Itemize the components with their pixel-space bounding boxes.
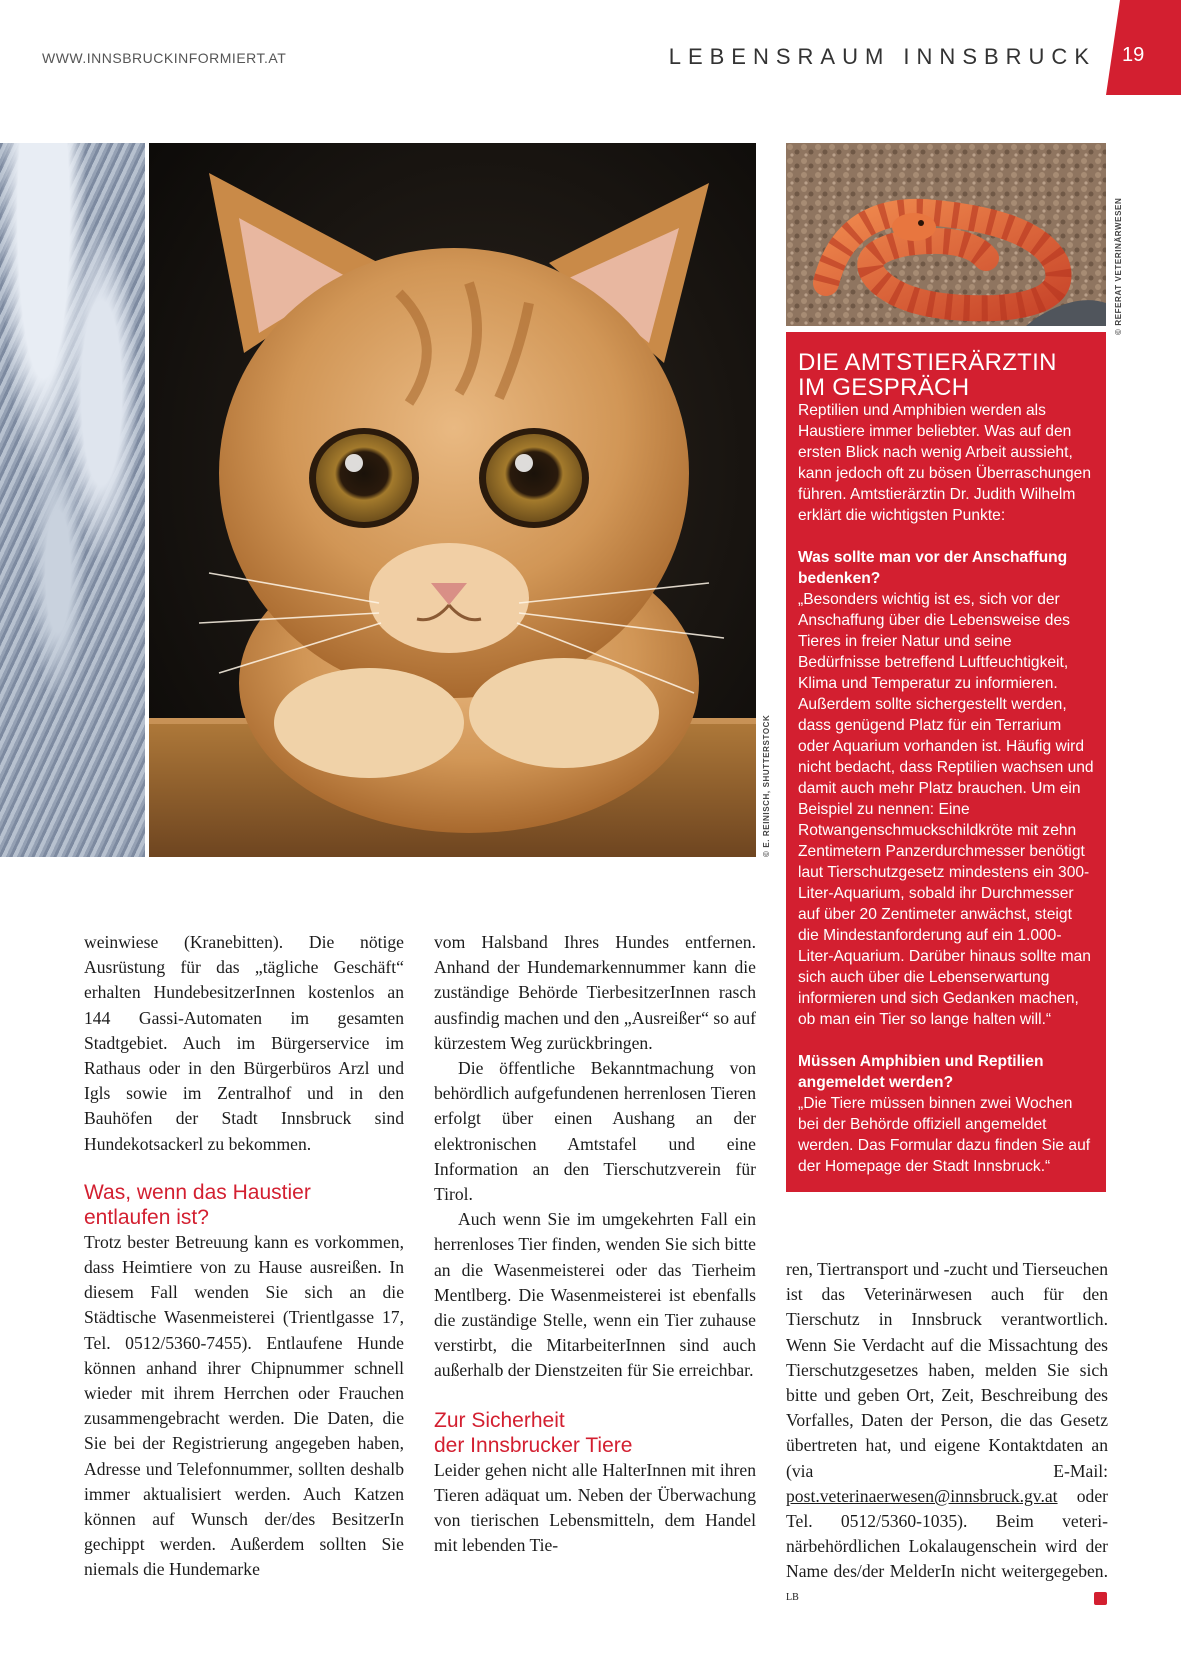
column1-heading-line1: Was, wenn das Haustier bbox=[84, 1180, 311, 1204]
page-number: 19 bbox=[1122, 44, 1145, 66]
sidebar-title bbox=[798, 350, 1094, 400]
column1-heading-line2: entlaufen ist? bbox=[84, 1205, 209, 1229]
site-url: WWW.INNSBRUCKINFORMIERT.AT bbox=[42, 50, 287, 66]
snake-photo bbox=[786, 143, 1106, 326]
body-column-2 bbox=[434, 930, 756, 1558]
column2-paragraph-1: vom Halsband Ihres Hundes entfernen. Anhand der Hundemarkennummer kann die zuständige Behörde TierbesitzerInnen rasch ausfindig machen und den „Ausreißer“ so auf kürzestem Weg zurückbringen. bbox=[434, 932, 756, 1053]
snake-illustration bbox=[786, 143, 1106, 326]
sidebar-question-1: Was sollte man vor der Anschaffung bedenken? bbox=[798, 549, 1068, 587]
column2-heading-line2: der Innsbrucker Tiere bbox=[434, 1433, 633, 1457]
kitten-photo bbox=[149, 143, 756, 857]
sidebar-answer-2: „Die Tiere müssen binnen zwei Wochen bei der Behörde offiziell angemeldet werden. Das Formular dazu finden Sie auf der Homepage der Stadt Innsbruck.“ bbox=[798, 1095, 1091, 1175]
kitten-illustration bbox=[149, 143, 756, 857]
snake-photo-credit: © REFERAT VETERINÄRWESEN bbox=[1114, 197, 1123, 335]
column1-paragraph-2: Trotz bester Betreuung kann es vorkommen, dass Heimtiere von zu Hause ausreißen. In diesem Fall wenden Sie sich an die Städtische Wasenmeisterei (Trientlgasse 17, Tel. 0512/5360-7455). Entlaufene Hunde können anhand ihrer Chipnummer schnell wieder mit ihrem Herrchen oder Frauchen zusammengebracht werden. Die Daten, die Sie bei der Registrierung angegeben haben, Adresse und Telefonnummer, sollten deshalb immer aktualisiert werden. Auch Katzen können auf Wunsch der/des BesitzerIn gechippt werden. Außerdem sollten Sie niemals die Hundemarke bbox=[84, 1231, 404, 1580]
column2-paragraph-3: Auch wenn Sie im umgekehrten Fall ein herrenloses Tier finden, wenden Sie sich bitte an die Wasenmeisterei oder das Tierheim Mentlberg. Die Wasenmeisterei ist ebenfalls die zuständige Stelle, wenn ein Tier zuhause verstirbt, die MitarbeiterInnen sind auch außerhalb der Dienstzeiten für Sie erreichbar. bbox=[434, 1209, 756, 1381]
body-column-3 bbox=[786, 1257, 1108, 1614]
sidebar-title-line2: IM GESPRÄCH bbox=[798, 374, 970, 401]
column2-heading bbox=[434, 1408, 756, 1458]
column3-text-before-email: ren, Tiertransport und -zucht und Tierseuchen ist das Veterinärwesen auch für den Tierschutz in Innsbruck verantwortlich. Wenn Sie Verdacht auf die Missachtung des Tierschutzgesetzes haben, melden Sie sich bitte und geben Ort, Zeit, Beschreibung des Vorfalles, Daten der Person, die das Gesetz übertreten hat, und eigene Kontaktdaten an (via E-Mail: bbox=[786, 1259, 1108, 1481]
column1-paragraph-1: weinwiese (Kranebitten). Die nötige Ausrüstung für das „tägliche Geschäft“ erhalten HundebesitzerInnen kostenlos an 144 Gassi-Automaten im gesamten Stadtgebiet. Auch im Bürgerservice im Rathaus oder in den Bürgerbüros Arzl und Igls sowie im Zentralhof und in den Bauhöfen der Stadt Innsbruck sind Hundekotsackerl zu bekommen. bbox=[84, 932, 404, 1154]
sidebar-question-2: Müssen Amphibien und Reptilien angemeldet werden? bbox=[798, 1053, 1044, 1091]
sidebar-title-line1: DIE AMTSTIERÄRZTIN bbox=[798, 349, 1057, 376]
section-title: LEBENSRAUM INNSBRUCK bbox=[668, 44, 1096, 69]
column2-heading-line1: Zur Sicherheit bbox=[434, 1408, 565, 1432]
city-map-photo bbox=[0, 143, 145, 857]
column2-paragraph-2: Die öffentliche Bekanntmachung von behördlich aufgefundenen herrenlosen Tieren erfolgt über einen Aushang an der elektronischen Amtstafel und eine Information an den Tierschutzverein für Tirol. bbox=[434, 1058, 756, 1205]
author-initials: LB bbox=[786, 1591, 799, 1603]
column1-heading bbox=[84, 1180, 404, 1230]
column2-paragraph-4: Leider gehen nicht alle HalterInnen mit ihren Tieren adäquat um. Neben der Überwachung von tierischen Lebensmitteln, dem Handel mit lebenden Tie- bbox=[434, 1459, 756, 1556]
column3-text-after-email: oder Tel. 0512/5360-1035). Beim veterinärbehördlichen Lokalaugenschein wird der Name des/der MelderIn nicht weitergegeben. bbox=[786, 1485, 1108, 1582]
body-column-1 bbox=[84, 930, 404, 1583]
kitten-photo-credit: © E. REINISCH, SHUTTERSTOCK bbox=[762, 714, 771, 857]
veterinary-email-link[interactable]: post.veterinaerwesen@innsbruck.gv.at bbox=[786, 1485, 1058, 1506]
column3-paragraph bbox=[786, 1257, 1108, 1614]
sidebar-answer-1: „Besonders wichtig ist es, sich vor der Anschaffung über die Lebensweise des Tieres in freier Natur und seine Bedürfnisse betreffend Luftfeuchtigkeit, Klima und Temperatur zu informieren. Außerdem sollte sichergestellt werden, dass genügend Platz für ein Terrarium oder Aquarium vorhanden ist. Häufig wird nicht bedacht, dass Reptilien wachsen und damit auch mehr Platz brauchen. Um ein Beispiel zu nennen: Eine Rotwangenschmuckschildkröte mit zehn Zentimetern Panzerdurchmesser benötigt laut Tierschutzgesetz mindestens ein 300-Liter-Aquarium, sobald ihr Durchmesser auf über 20 Zentimeter anwächst, steigt die Mindestanforderung auf ein 1.000-Liter-Aquarium. Darüber hinaus sollte man sich auch über die Lebenserwartung informieren und sich Gedanken machen, ob man ein Tier so lange halten will.“ bbox=[798, 591, 1094, 1028]
sidebar-intro: Reptilien und Amphibien werden als Haustiere immer beliebter. Was auf den ersten Blick nach wenig Arbeit aussieht, kann jedoch oft zu bösen Überraschungen führen. Amtstierärztin Dr. Judith Wilhelm erklärt die wichtigsten Punkte: bbox=[798, 402, 1092, 524]
interview-sidebar bbox=[786, 332, 1106, 1192]
article-end-mark bbox=[1094, 1592, 1107, 1605]
